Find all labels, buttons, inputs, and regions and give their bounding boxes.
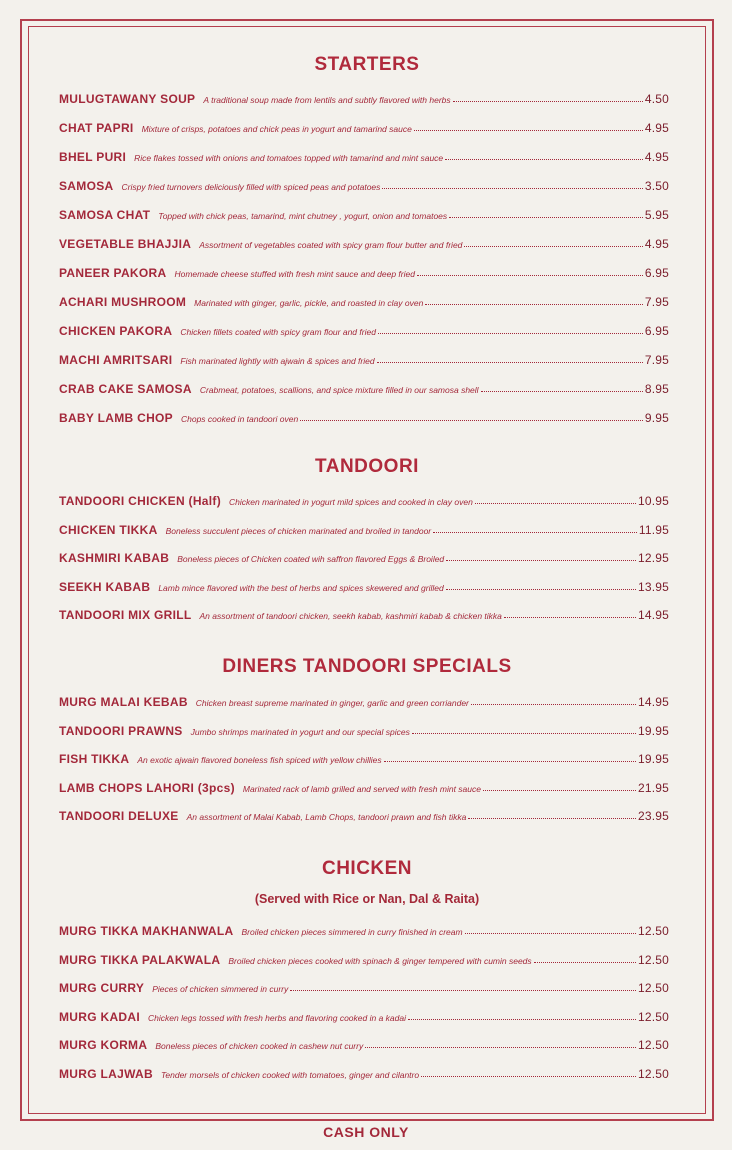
item-price: 7.95	[644, 295, 669, 309]
menu-item	[59, 779, 669, 795]
item-leader-dots	[365, 1047, 636, 1048]
item-description: Topped with chick peas, tamarind, mint chutney , yogurt, onion and tomatoes	[158, 211, 448, 221]
item-leader-dots	[483, 790, 636, 791]
menu-item	[59, 206, 669, 222]
section-subtitle-chicken: (Served with Rice or Nan, Dal & Raita)	[254, 892, 480, 906]
item-leader-dots	[465, 933, 636, 934]
item-name: CHICKEN PAKORA	[59, 324, 173, 338]
item-description: Broiled chicken pieces cooked with spinach & ginger tempered with cumin seeds	[228, 955, 532, 966]
item-leader-dots	[449, 217, 643, 218]
item-price: 10.95	[637, 494, 669, 508]
item-name: MURG TIKKA MAKHANWALA	[59, 924, 234, 938]
item-price: 4.95	[644, 237, 669, 251]
item-name: KASHMIRI KABAB	[59, 551, 170, 565]
menu-item	[59, 293, 669, 309]
item-description: Assortment of vegetables coated with spicy gram flour butter and fried	[199, 240, 463, 250]
item-leader-dots	[425, 304, 643, 305]
item-description: An assortment of Malai Kabab, Lamb Chops, tandoori prawn and fish tikka	[186, 812, 467, 822]
item-description: Jumbo shrimps marinated in yogurt and our special spices	[190, 726, 410, 737]
menu-item	[59, 951, 669, 967]
menu-item	[59, 322, 669, 338]
item-leader-dots	[453, 101, 643, 102]
item-price: 23.95	[637, 809, 669, 823]
item-price: 4.95	[644, 150, 669, 164]
item-description: Chicken breast supreme marinated in ginger, garlic and green corriander	[195, 698, 469, 708]
menu-item	[59, 235, 669, 251]
item-description: An exotic ajwain flavored boneless fish spiced with yellow chillies	[137, 755, 382, 765]
item-leader-dots	[481, 391, 643, 392]
item-name: TANDOORI DELUXE	[59, 809, 179, 823]
item-description: Chicken marinated in yogurt mild spices and cooked in clay oven	[229, 497, 473, 507]
item-description: Fish marinated lightly with ajwain & spices and fried	[180, 356, 375, 366]
item-name: CHAT PAPRI	[59, 121, 134, 135]
item-name: TANDOORI CHICKEN (Half)	[59, 494, 222, 508]
menu-item	[59, 606, 669, 622]
item-price: 14.95	[637, 608, 669, 622]
item-description: A traditional soup made from lentils and subtly flavored with herbs	[203, 95, 451, 105]
item-leader-dots	[475, 503, 636, 504]
item-leader-dots	[504, 617, 636, 618]
menu-item	[59, 578, 669, 594]
item-name: MURG CURRY	[59, 981, 145, 995]
item-leader-dots	[464, 246, 642, 247]
item-description: Broiled chicken pieces simmered in curry finished in cream	[241, 927, 463, 937]
menu-item	[59, 693, 669, 709]
menu-item	[59, 1008, 669, 1024]
item-name: MURG KORMA	[59, 1038, 148, 1052]
item-description: Chops cooked in tandoori oven	[180, 414, 299, 424]
item-price: 9.95	[644, 411, 669, 425]
menu-item	[59, 409, 669, 425]
menu-item	[59, 119, 669, 135]
menu-item	[59, 922, 669, 938]
item-price: 6.95	[644, 324, 669, 338]
item-description: Crabmeat, potatoes, scallions, and spice mixture filled in our samosa shell	[199, 385, 479, 395]
menu-item	[59, 1036, 669, 1052]
menu-item	[59, 264, 669, 280]
item-price: 3.50	[644, 179, 669, 193]
item-price: 12.50	[637, 981, 669, 995]
item-description: Marinated with ginger, garlic, pickle, and roasted in clay oven	[194, 298, 424, 308]
menu-item	[59, 90, 669, 106]
item-price: 7.95	[644, 353, 669, 367]
item-name: BHEL PURI	[59, 150, 127, 164]
item-price: 12.50	[637, 1066, 669, 1081]
item-leader-dots	[421, 1076, 636, 1077]
item-name: FISH TIKKA	[59, 752, 130, 766]
menu-item	[59, 492, 669, 508]
item-name: CRAB CAKE SAMOSA	[59, 382, 192, 396]
item-price: 19.95	[637, 723, 669, 738]
item-price: 12.50	[637, 1038, 669, 1052]
item-leader-dots	[534, 962, 636, 963]
menu-item	[59, 750, 669, 766]
item-leader-dots	[417, 275, 643, 276]
item-leader-dots	[446, 589, 636, 590]
menu-item	[59, 380, 669, 396]
item-price: 12.95	[637, 551, 669, 565]
item-leader-dots	[445, 159, 643, 160]
item-price: 4.50	[644, 92, 669, 106]
item-price: 21.95	[637, 780, 669, 795]
item-description: Chicken fillets coated with spicy gram flour and fried	[180, 327, 376, 337]
item-price: 12.50	[637, 1009, 669, 1024]
item-description: Boneless pieces of Chicken coated wih saffron flavored Eggs & Broiled	[177, 554, 445, 564]
menu-item	[59, 722, 669, 738]
item-price: 14.95	[637, 695, 669, 709]
item-name: SAMOSA	[59, 179, 114, 193]
item-description: Marinated rack of lamb grilled and served with fresh mint sauce	[242, 783, 481, 794]
section-title-tandoori: TANDOORI	[315, 456, 419, 477]
item-name: VEGETABLE BHAJJIA	[59, 237, 192, 251]
menu-item	[59, 1065, 669, 1081]
menu-item	[59, 177, 669, 193]
item-name: MURG TIKKA PALAKWALA	[59, 952, 221, 967]
item-name: MURG KADAI	[59, 1009, 140, 1024]
item-description: Rice flakes tossed with onions and tomatoes topped with tamarind and mint sauce	[134, 153, 444, 163]
section-title-chicken: CHICKEN	[321, 858, 413, 879]
item-description: Tender morsels of chicken cooked with tomatoes, ginger and cilantro	[160, 1069, 420, 1080]
item-description: Lamb mince flavored with the best of herbs and spices skewered and grilled	[158, 582, 444, 593]
item-name: ACHARI MUSHROOM	[59, 295, 187, 309]
item-leader-dots	[300, 420, 643, 421]
item-description: An assortment of tandoori chicken, seekh kabab, kashmiri kabab & chicken tikka	[199, 611, 502, 621]
item-name: MACHI AMRITSARI	[59, 353, 173, 367]
item-price: 8.95	[644, 382, 669, 396]
item-description: Homemade cheese stuffed with fresh mint sauce and deep fried	[174, 269, 415, 279]
item-price: 12.50	[637, 952, 669, 967]
item-leader-dots	[384, 761, 636, 762]
cash-only-note: CASH ONLY	[323, 1124, 409, 1140]
item-price: 11.95	[638, 522, 669, 537]
menu-item	[59, 807, 669, 823]
menu-item	[59, 148, 669, 164]
item-price: 4.95	[644, 121, 669, 135]
item-name: MULUGTAWANY SOUP	[59, 92, 196, 106]
item-name: MURG MALAI KEBAB	[59, 695, 188, 709]
item-price: 12.50	[637, 924, 669, 938]
item-name: MURG LAJWAB	[59, 1066, 153, 1081]
item-leader-dots	[382, 188, 642, 189]
item-leader-dots	[414, 130, 643, 131]
menu-item	[59, 979, 669, 995]
item-leader-dots	[446, 560, 636, 561]
item-description: Mixture of crisps, potatoes and chick peas in yogurt and tamarind sauce	[141, 124, 412, 134]
item-leader-dots	[378, 333, 643, 334]
item-name: SEEKH KABAB	[59, 579, 151, 594]
item-description: Pieces of chicken simmered in curry	[152, 984, 289, 994]
item-leader-dots	[408, 1019, 636, 1020]
item-name: TANDOORI MIX GRILL	[59, 608, 192, 622]
item-name: SAMOSA CHAT	[59, 208, 151, 222]
item-name: PANEER PAKORA	[59, 266, 167, 280]
item-name: LAMB CHOPS LAHORI (3pcs)	[59, 780, 235, 795]
item-leader-dots	[290, 990, 636, 991]
item-leader-dots	[468, 818, 636, 819]
menu-item	[59, 351, 669, 367]
menu-item	[59, 549, 669, 565]
item-price: 6.95	[644, 266, 669, 280]
item-name: CHICKEN TIKKA	[59, 522, 158, 537]
item-leader-dots	[433, 532, 637, 533]
item-price: 19.95	[637, 752, 669, 766]
item-description: Boneless pieces of chicken cooked in cashew nut curry	[155, 1041, 364, 1051]
section-title-starters: STARTERS	[314, 54, 420, 75]
menu-item	[59, 521, 669, 537]
section-title-diners-tandoori-specials: DINERS TANDOORI SPECIALS	[222, 656, 512, 677]
item-price: 5.95	[644, 208, 669, 222]
item-leader-dots	[377, 362, 643, 363]
item-description: Boneless succulent pieces of chicken marinated and broiled in tandoor	[165, 525, 432, 536]
item-price: 13.95	[637, 579, 669, 594]
item-name: TANDOORI PRAWNS	[59, 723, 183, 738]
item-leader-dots	[471, 704, 636, 705]
item-description: Crispy fried turnovers deliciously filled with spiced peas and potatoes	[121, 182, 381, 192]
item-name: BABY LAMB CHOP	[59, 411, 173, 425]
item-leader-dots	[412, 733, 636, 734]
item-description: Chicken legs tossed with fresh herbs and flavoring cooked in a kadai	[148, 1012, 406, 1023]
